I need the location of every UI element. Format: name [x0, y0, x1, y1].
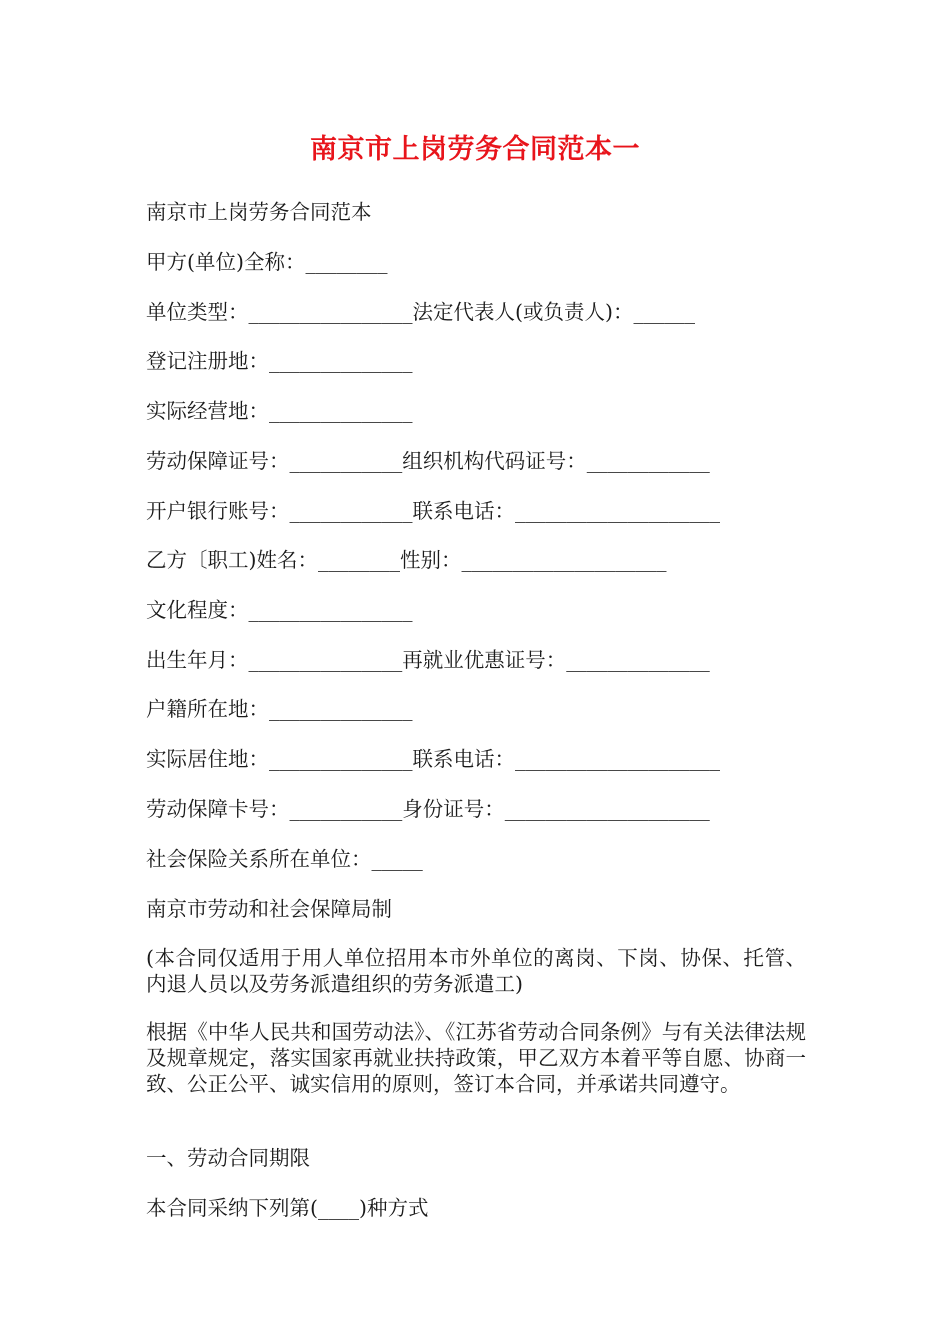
labor-security-number-field: 劳动保障证号：___________组织机构代码证号：____________ [146, 449, 710, 473]
document-title: 南京市上岗劳务合同范本一 [310, 134, 640, 165]
issuer-line: 南京市劳动和社会保障局制 [146, 897, 392, 921]
basis-paragraph: 根据《中华人民共和国劳动法》、《江苏省劳动合同条例》与有关法律法规及规章规定，落实国家再就业扶持政策，甲乙双方本着平等自愿、协商一致、公正公平、诚实信用的原则，签订本合同，并承诺共同遵守。 [146, 1020, 806, 1096]
residence-address-field: 实际居住地：______________联系电话：____________________ [146, 747, 720, 771]
business-address-field: 实际经营地：______________ [146, 399, 413, 423]
birth-date-field: 出生年月：_______________再就业优惠证号：______________ [146, 648, 710, 672]
education-field: 文化程度：________________ [146, 598, 413, 622]
scope-paragraph: (本合同仅适用于用人单位招用本市外单位的离岗、下岗、协保、托管、内退人员以及劳务派遣组织的劳务派遣工) [146, 946, 806, 996]
registered-address-field: 登记注册地：______________ [146, 349, 413, 373]
social-insurance-unit-field: 社会保险关系所在单位：_____ [146, 847, 423, 871]
household-register-field: 户籍所在地：______________ [146, 697, 413, 721]
security-card-field: 劳动保障卡号：___________身份证号：____________________ [146, 797, 710, 821]
party-a-name-field: 甲方(单位)全称：________ [146, 250, 388, 274]
method-line: 本合同采纳下列第(____)种方式 [146, 1196, 429, 1220]
section-heading: 一、劳动合同期限 [146, 1146, 310, 1170]
subtitle: 南京市上岗劳务合同范本 [146, 200, 372, 224]
unit-type-field: 单位类型：________________法定代表人(或负责人)：______ [146, 300, 695, 324]
party-b-name-field: 乙方〔职工)姓名：________性别：____________________ [146, 548, 667, 572]
bank-account-field: 开户银行账号：____________联系电话：____________________ [146, 499, 720, 523]
